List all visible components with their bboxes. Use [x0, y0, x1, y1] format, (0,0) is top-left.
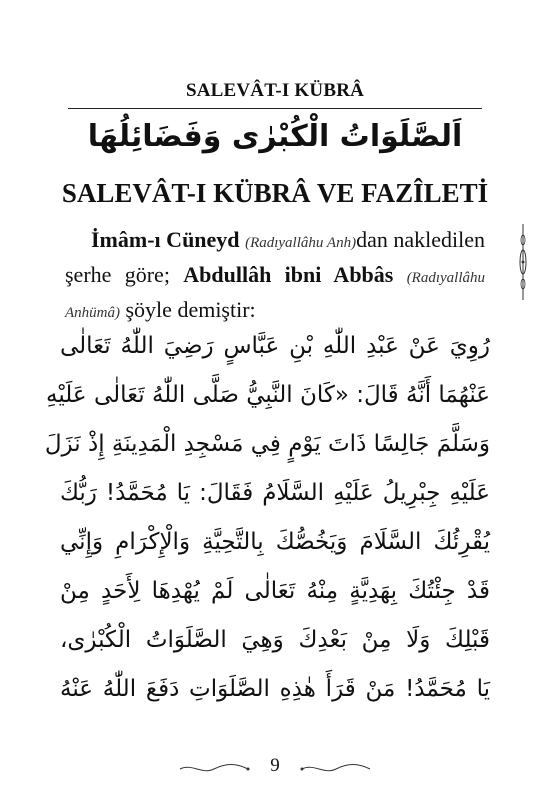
page-footer [0, 755, 550, 781]
arabic-line: يَا مُحَمَّدُ! مَنْ قَرَأَ هٰذِهِ الصَّلَوَاتِ دَفَعَ اللّٰهُ عَنْهُ [60, 676, 490, 702]
flourish-ornament-icon [300, 763, 372, 775]
arabic-line: قَدْ جِئْتُكَ بِهَدِيَّةٍ مِنْهُ تَعَالٰى لَمْ يُهْدِهَا لِأَحَدٍ مِنْ [60, 578, 490, 604]
arabic-line: يُقْرِئُكَ السَّلَامَ وَيَخُصُّكَ بِالتَّحِيَّةِ وَالْإِكْرَامِ وَإِنِّي [60, 529, 490, 555]
arabic-line: قَبْلِكَ وَلَا مِنْ بَعْدِكَ وَهِيَ الصَّلَوَاتُ الْكُبْرٰى، [60, 627, 490, 653]
page-number: 9 [270, 755, 280, 776]
honorific: (Radıyallâhu Anh) [245, 235, 357, 251]
narrator-name: Abdullâh ibni Abbâs [183, 262, 394, 287]
section-title: SALEVÂT-I KÜBRÂ VE FAZÎLETİ [61, 178, 489, 208]
arabic-hadith-text [44, 322, 490, 714]
author-name: İmâm-ı Cüneyd [91, 227, 240, 252]
arabic-line: عَلَيْهِ جِبْرِيلُ عَلَيْهِ السَّلَامُ فَقَالَ: يَا مُحَمَّدُ! رَبُّكَ [60, 480, 490, 506]
arabic-title: اَلصَّلَوَاتُ الْكُبْرٰى وَفَضَائِلُهَا [87, 119, 463, 154]
honorific: (Radıyallâhu Anhümâ) [65, 270, 486, 321]
arabic-line: رُوِيَ عَنْ عَبْدِ اللّٰهِ بْنِ عَبَّاسٍ رَضِيَ اللّٰهُ تَعَالٰى [60, 333, 490, 359]
intro-text: şöyle demiştir: [125, 297, 256, 322]
margin-ornament-icon [516, 222, 530, 302]
header-divider [68, 108, 482, 109]
arabic-line: وَسَلَّمَ جَالِسًا ذَاتَ يَوْمٍ فِي مَسْجِدِ الْمَدِينَةِ إِذْ نَزَلَ [44, 431, 490, 457]
intro-paragraph [65, 224, 485, 329]
arabic-line: عَنْهُمَا أَنَّهُ قَالَ: «كَانَ النَّبِيُّ صَلَّى اللّٰهُ تَعَالٰى عَلَيْهِ [46, 382, 490, 408]
intro-text: dan nakledilen şerhe göre; [65, 227, 485, 287]
running-head: SALEVÂT-I KÜBRÂ [185, 80, 365, 101]
